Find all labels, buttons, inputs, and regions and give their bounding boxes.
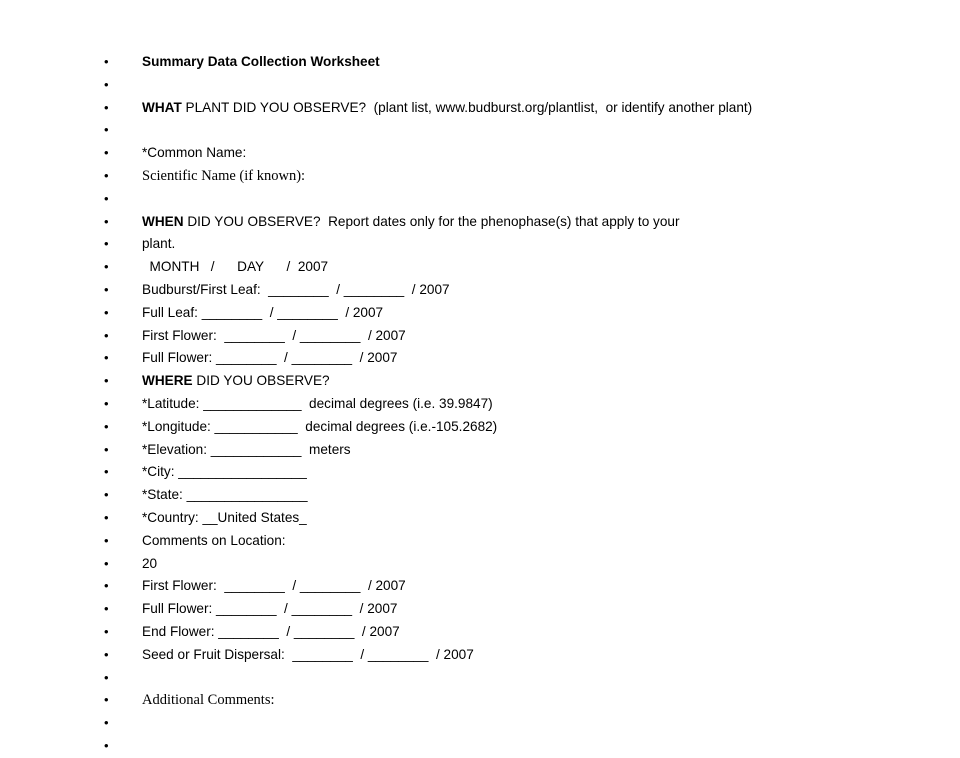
line-text: *Longitude: ___________ decimal degrees (i.e.-105.2682): [142, 418, 498, 434]
worksheet-line: [100, 256, 940, 279]
line-text: [142, 214, 679, 229]
bullet-marker: •: [104, 54, 109, 69]
line-text: Full Leaf: ________ / ________ / 2007: [142, 304, 384, 320]
bullet-marker: •: [104, 555, 109, 571]
line-rest-text: PLANT DID YOU OBSERVE? (plant list, www.budburst.org/plantlist, or identify another plant): [181, 99, 753, 115]
worksheet-line: [100, 575, 940, 598]
bullet-marker: •: [104, 601, 109, 617]
bullet-marker: •: [104, 692, 109, 708]
line-lead-word: WHAT: [142, 99, 182, 115]
line-lead-word: WHEN: [142, 213, 184, 229]
bullet-marker: •: [104, 395, 109, 411]
worksheet-line: [100, 97, 940, 120]
worksheet-line: [100, 735, 940, 758]
line-text: Budburst/First Leaf: ________ / ________ / 2007: [142, 281, 450, 297]
worksheet-line: [100, 484, 940, 507]
line-lead-word: WHERE: [142, 373, 193, 389]
worksheet-line: [100, 279, 940, 302]
bullet-marker: •: [104, 532, 109, 548]
line-text: *City: _________________: [142, 464, 307, 480]
bullet-marker: •: [104, 213, 109, 229]
worksheet-line: [100, 667, 940, 690]
line-text: Full Flower: ________ / ________ / 2007: [142, 601, 398, 617]
bullet-marker: •: [104, 669, 109, 685]
worksheet-line: [100, 712, 940, 735]
line-text: 20: [142, 555, 158, 571]
bullet-marker: •: [104, 737, 109, 753]
line-text: *Country: __United States_: [142, 509, 307, 525]
line-text: [142, 100, 752, 115]
worksheet-lines: [100, 51, 940, 758]
worksheet-line: [100, 119, 940, 142]
line-text: *Latitude: _____________ decimal degrees (i.e. 39.9847): [142, 395, 493, 411]
worksheet-line: [100, 302, 940, 325]
worksheet-line: [100, 461, 940, 484]
worksheet-line: [100, 165, 940, 188]
line-text: MONTH / DAY / 2007: [142, 259, 329, 275]
line-text: Full Flower: ________ / ________ / 2007: [142, 350, 398, 366]
worksheet-line: [100, 644, 940, 667]
worksheet-line: [100, 416, 940, 439]
line-text: *Elevation: ____________ meters: [142, 441, 351, 457]
worksheet-line: [100, 233, 940, 256]
bullet-marker: •: [104, 578, 109, 594]
bullet-marker: •: [104, 190, 109, 206]
bullet-marker: •: [104, 646, 109, 662]
bullet-marker: •: [104, 122, 109, 138]
bullet-marker: •: [104, 441, 109, 457]
bullet-marker: •: [104, 350, 109, 366]
bullet-marker: •: [104, 327, 109, 343]
bullet-marker: •: [104, 145, 109, 161]
line-text: plant.: [142, 236, 176, 252]
line-text: Comments on Location:: [142, 532, 286, 548]
line-rest-text: DID YOU OBSERVE?: [192, 373, 330, 389]
bullet-marker: •: [104, 715, 109, 731]
worksheet-line: [100, 211, 940, 234]
worksheet-line: [100, 530, 940, 553]
bullet-marker: •: [104, 373, 109, 389]
line-text: *Common Name:: [142, 145, 247, 161]
bullet-marker: •: [104, 487, 109, 503]
bullet-marker: •: [104, 76, 109, 92]
bullet-marker: •: [104, 509, 109, 525]
bullet-marker: •: [104, 99, 109, 115]
line-text: First Flower: ________ / ________ / 2007: [142, 327, 406, 343]
line-text: [142, 373, 330, 388]
worksheet-line: [100, 553, 940, 576]
worksheet-line: [100, 439, 940, 462]
worksheet-line: [100, 598, 940, 621]
bullet-marker: •: [104, 281, 109, 297]
worksheet-line: [100, 370, 940, 393]
line-text: First Flower: ________ / ________ / 2007: [142, 578, 406, 594]
worksheet-line: [100, 74, 940, 97]
line-text: End Flower: ________ / ________ / 2007: [142, 623, 400, 639]
worksheet-line: [100, 621, 940, 644]
worksheet-line: [100, 51, 940, 74]
bullet-marker: •: [104, 304, 109, 320]
bullet-marker: •: [104, 623, 109, 639]
bullet-marker: •: [104, 236, 109, 252]
worksheet-line: [100, 188, 940, 211]
worksheet-line: [100, 689, 940, 712]
worksheet-line: [100, 507, 940, 530]
worksheet-line: [100, 393, 940, 416]
line-text: Scientific Name (if known):: [142, 167, 306, 184]
bullet-marker: •: [104, 167, 109, 183]
line-text: Summary Data Collection Worksheet: [142, 54, 380, 69]
bullet-marker: •: [104, 418, 109, 434]
line-text: *State: ________________: [142, 487, 308, 503]
worksheet-line: [100, 325, 940, 348]
line-rest-text: DID YOU OBSERVE? Report dates only for the phenophase(s) that apply to your: [183, 213, 680, 229]
worksheet-line: [100, 142, 940, 165]
line-text: Additional Comments:: [142, 692, 275, 709]
bullet-marker: •: [104, 464, 109, 480]
worksheet-line: [100, 347, 940, 370]
bullet-marker: •: [104, 259, 109, 275]
line-text: Seed or Fruit Dispersal: ________ / ________ / 2007: [142, 646, 474, 662]
